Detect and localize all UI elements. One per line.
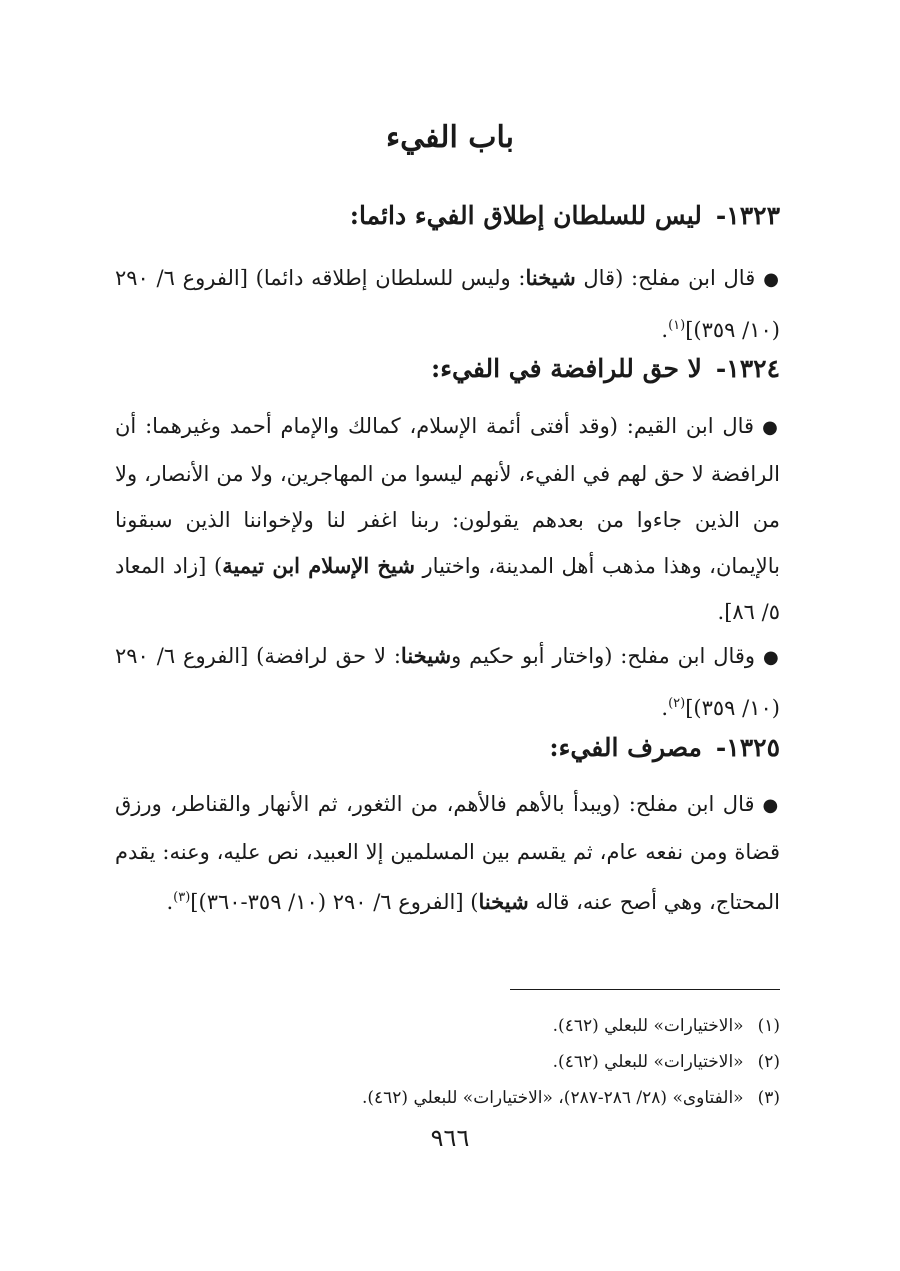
section-title: مصرف الفيء: <box>549 733 702 762</box>
section-title: لا حق للرافضة في الفيء: <box>431 354 702 383</box>
section-number: ١٣٢٣- <box>715 201 780 230</box>
footnote-number: (١) <box>757 1016 780 1036</box>
paragraph-text: قال ابن مفلح: (ويبدأ بالأهم فالأهم، من الثغور، ثم الأنهار والقناطر، ورزق قضاة ومن نفعه عام، ثم يقسم بين المسلمين إلا العبيد، نص عليه، وعنه: يقدم المحتاج، وهي أصح عنه، قاله <box>115 792 780 914</box>
footnote-number: (٣) <box>757 1088 780 1108</box>
section-number: ١٣٢٥- <box>715 733 780 762</box>
bullet-icon: ● <box>763 647 780 668</box>
paragraph-text: ) [الفروع ٦/ ٢٩٠ (١٠/ ٣٥٩-٣٦٠)] <box>190 890 479 914</box>
paragraph-text: . <box>166 890 174 914</box>
footnotes <box>120 1008 780 1116</box>
paragraph-1325-1 <box>115 781 780 925</box>
footnote-2 <box>120 1044 780 1080</box>
page-number: ٩٦٦ <box>430 1124 470 1152</box>
bullet-icon: ● <box>762 417 780 438</box>
footnote-3 <box>120 1080 780 1116</box>
paragraph-text: قال ابن مفلح: (قال <box>575 266 756 290</box>
footnote-divider <box>510 989 780 990</box>
section-heading-1324 <box>120 349 780 389</box>
footnote-ref[interactable]: (١) <box>668 318 686 333</box>
section-heading-1323 <box>120 196 780 236</box>
bold-text: شيخنا <box>400 643 452 668</box>
paragraph-text: . <box>661 318 669 342</box>
footnote-text: «الاختيارات» للبعلي (٤٦٢). <box>552 1016 744 1036</box>
paragraph-1323-1 <box>115 255 780 353</box>
chapter-title: باب الفيء <box>386 120 514 155</box>
footnote-ref[interactable]: (٣) <box>173 890 191 905</box>
footnote-text: «الاختيارات» للبعلي (٤٦٢). <box>552 1052 744 1072</box>
section-number: ١٣٢٤- <box>715 354 780 383</box>
paragraph-text: : وليس للسلطان إطلاقه دائما) [الفروع ٦/ ٢٩٠ (١٠/ ٣٥٩)] <box>115 266 780 342</box>
section-heading-1325 <box>120 728 780 768</box>
paragraph-text: ) [زاد المعاد ٥/ ٨٦]. <box>115 554 780 624</box>
paragraph-text: قال ابن القيم: (وقد أفتى أئمة الإسلام، كمالك والإمام أحمد وغيرهما: أن الرافضة لا حق لهم في الفيء، لأنهم ليسوا من المهاجرين، ولا من الأنصار، ولا من الذين جاءوا من بعدهم يقولون: ربنا اغفر لنا ولإخواننا الذين سبقونا بالإيمان، وهذا مذهب أهل المدينة، واختيار <box>115 414 780 578</box>
footnote-text: «الفتاوى» (٢٨/ ٢٨٦-٢٨٧)، «الاختيارات» للبعلي (٤٦٢). <box>361 1088 744 1108</box>
footnote-ref[interactable]: (٢) <box>668 696 686 711</box>
paragraph-text: . <box>661 696 669 720</box>
bold-text: شيخنا <box>478 889 529 914</box>
bold-text: شيخ الإسلام ابن تيمية <box>222 553 415 578</box>
paragraph-text: وقال ابن مفلح: (واختار أبو حكيم و <box>451 644 756 668</box>
footnote-number: (٢) <box>757 1052 780 1072</box>
bullet-icon: ● <box>763 269 780 290</box>
paragraph-1324-2 <box>115 633 780 731</box>
footnote-1 <box>120 1008 780 1044</box>
paragraph-text: : لا حق لرافضة) [الفروع ٦/ ٢٩٠ (١٠/ ٣٥٩)] <box>115 644 780 720</box>
bold-text: شيخنا <box>525 265 576 290</box>
paragraph-1324-1 <box>115 403 780 635</box>
bullet-icon: ● <box>762 795 780 816</box>
section-title: ليس للسلطان إطلاق الفيء دائما: <box>349 201 702 230</box>
